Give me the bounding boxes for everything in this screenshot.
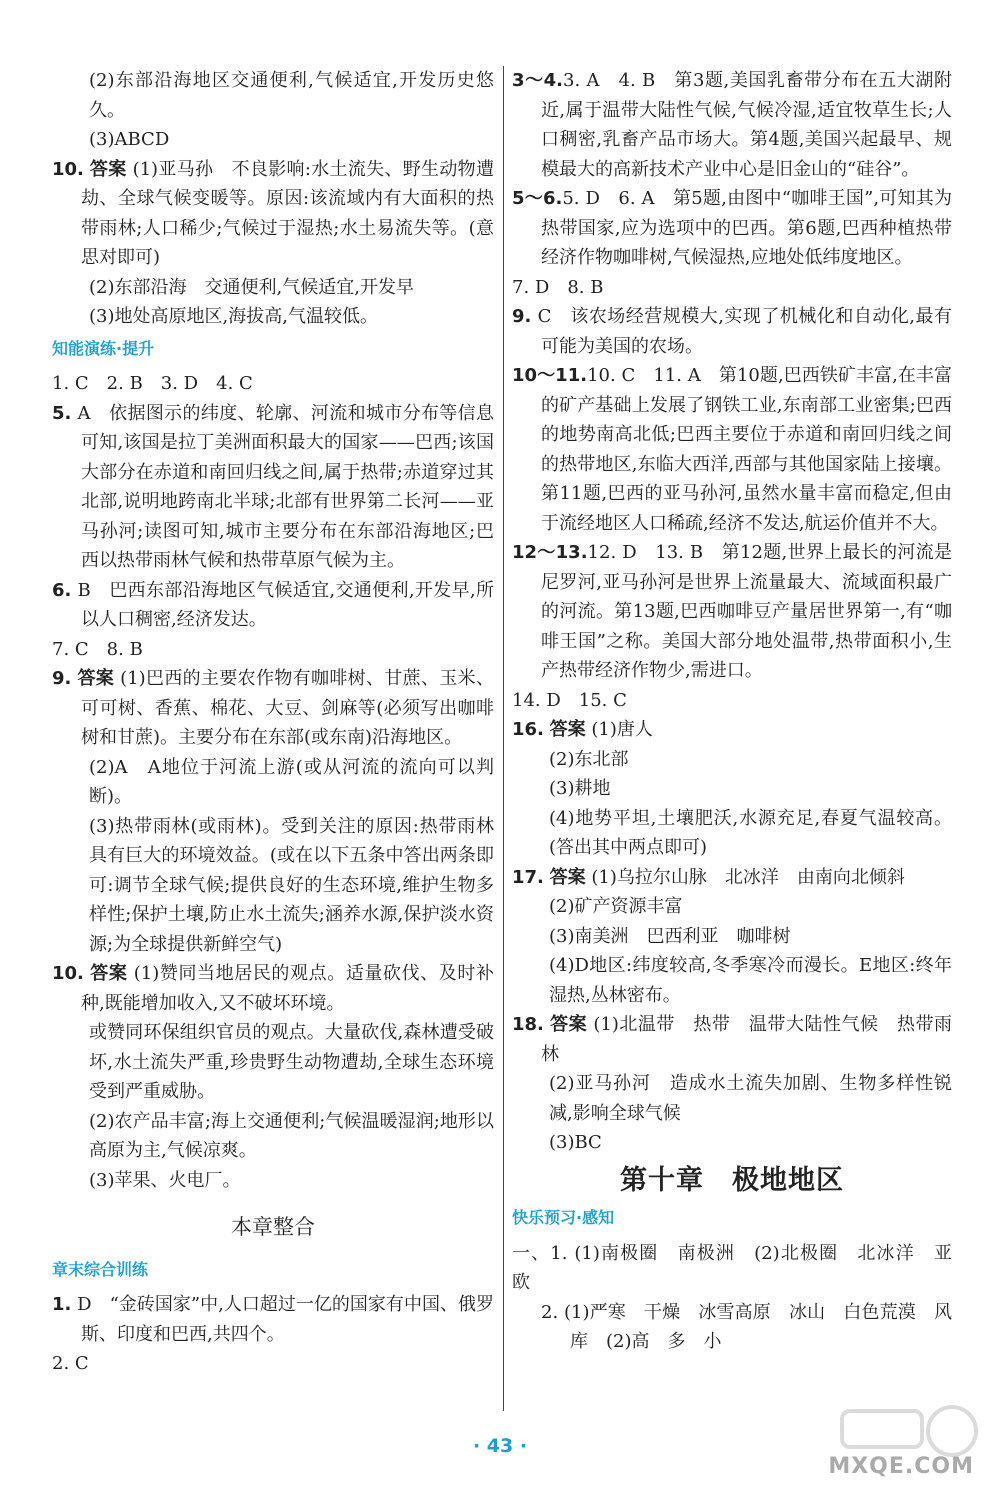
- answer-line: (2)A A地位于河流上游(或从河流的流向可以判断)。: [89, 756, 494, 807]
- page-number: · 43 ·: [472, 1435, 528, 1457]
- question-6: 6. B 巴西东部沿海地区气候适宜,交通便利,开发早,所以人口稠密,经济发达。: [52, 579, 494, 630]
- answer-line: (2)东北部: [549, 748, 629, 770]
- answer-line: (3)BC: [549, 1132, 602, 1153]
- question-9: 9. C 该农场经营规模大,实现了机械化和自动化,最有可能为美国的农场。: [512, 306, 952, 357]
- question-10: 10. 答案 (1)亚马孙 不良影响:水土流失、野生动物遭劫、全球气候变暖等。原因:该流域内有大面积的热带雨林;人口稀少;气候过于湿热;水土易流失等。(意思对即可): [52, 158, 494, 268]
- answer-line: (4)地势平坦,土壤肥沃,水源充足,春夏气温较高。(答出其中两点即可): [549, 807, 952, 858]
- question-3-4: 3～4.3. A 4. B 第3题,美国乳畜带分布在五大湖附近,属于温带大陆性气候,气候冷湿,适宜牧草生长;人口稠密,乳畜产品市场大。第4题,美国兴起最早、规模最大的高新技术产业中心是旧金山的“硅谷”。: [512, 70, 952, 180]
- answer-line: 14. D 15. C: [512, 689, 627, 711]
- question-9: 9. 答案 (1)巴西的主要农作物有咖啡树、甘蔗、玉米、可可树、香蕉、棉花、大豆、剑麻等(必须写出咖啡树和甘蔗)。主要分布在东部(或东南)沿海地区。: [52, 668, 494, 748]
- answer-line: (3)热带雨林(或雨林)。受到关注的原因:热带雨林具有巨大的环境效益。(或在以下五条中答出两条即可:调节全球气候;提供良好的生态环境,维护生物多样性;保护土壤,防止水土流失;涵养水源,保护淡水资源;为全球提供新鲜空气): [89, 815, 494, 955]
- answer-line: (3)地处高原地区,海拔高,气温较低。: [89, 306, 378, 327]
- answer-line: (3)南美洲 巴西利亚 咖啡树: [549, 925, 791, 947]
- answer-line: 7. D 8. B: [512, 276, 604, 298]
- question-10b: 10. 答案 (1)赞同当地居民的观点。适量砍伐、及时补种,既能增加收入,又不破坏环境。: [52, 963, 494, 1014]
- question-12-13: 12～13.12. D 13. B 第12题,世界上最长的河流是尼罗河,亚马孙河是世界上流量最大、流域面积最广的河流。第13题,巴西咖啡豆产量居世界第一,有“咖啡王国”之称。美国大部分地处温带,热带面积小,生产热带经济作物少,需进口。: [512, 542, 952, 681]
- question-5: 5. A 依据图示的纬度、轮廓、河流和城市分布等信息可知,该国是拉丁美洲面积最大的国家——巴西;该国大部分在赤道和南回归线之间,属于热带;赤道穿过其北部,说明地跨南北半球;北部有世界第二长河——亚马孙河;读图可知,城市主要分布在东部沿海地区;巴西以热带雨林气候和热带草原气候为主。: [52, 402, 494, 571]
- answer-line: (2)东部沿海 交通便利,气候适宜,开发早: [89, 276, 414, 298]
- question-16: 16. 答案 (1)唐人: [512, 719, 653, 740]
- question-18: 18. 答案 (1)北温带 热带 温带大陆性气候 热带雨林: [512, 1014, 952, 1065]
- answer-line: 或赞同环保组织官员的观点。大量砍伐,森林遭受破坏,水土流失严重,珍贵野生动物遭劫,全球生态环境受到严重威胁。: [89, 1022, 494, 1102]
- left-column: [52, 66, 494, 1379]
- question-5-6: 5～6.5. D 6. A 第5题,由图中“咖啡王国”,可知其为热带国家,应为选项中的巴西。第6题,巴西种植热带经济作物咖啡树,气候湿热,应地处低纬度地区。: [512, 188, 952, 268]
- right-column: [512, 66, 970, 1357]
- section-heading: 知能演练·提升: [52, 338, 155, 358]
- answer-line: (2)东部沿海地区交通便利,气候适宜,开发历史悠久。: [89, 70, 494, 121]
- section-heading: 快乐预习·感知: [512, 1208, 615, 1227]
- answer-line: (2)亚马孙河 造成水土流失加剧、生物多样性锐减,影响全球气候: [549, 1073, 952, 1124]
- watermark-text: MXQE.COM: [828, 1454, 974, 1479]
- answer-line: 1. C 2. B 3. D 4. C: [52, 373, 253, 394]
- answer-line: 一、1. (1)南极圈 南极洲 (2)北极圈 北冰洋 亚 欧: [512, 1242, 970, 1293]
- answer-line: (3)ABCD: [89, 129, 170, 150]
- section-heading: 章末综合训练: [52, 1259, 149, 1279]
- question-1: 1. D “金砖国家”中,人口超过一亿的国家有中国、俄罗斯、印度和巴西,共四个。: [52, 1294, 494, 1345]
- question-10-11: 10～11.10. C 11. A 第10题,巴西铁矿丰富,在丰富的矿产基础上发展了钢铁工业,东南部工业密集;巴西的地势南高北低;巴西主要位于赤道和南回归线之间的热带地区,东临大西洋,西部与其他国家陆上接壤。第11题,巴西的亚马孙河,虽然水量丰富而稳定,但由于流经地区人口稀疏,经济不发达,航运价值并不大。: [512, 365, 952, 534]
- answer-line: (2)矿产资源丰富: [549, 896, 683, 917]
- answer-line: (2)农产品丰富;海上交通便利;气候温暖湿润;地形以高原为主,气候凉爽。: [89, 1110, 494, 1161]
- answer-line: (3)苹果、火电厂。: [89, 1169, 241, 1191]
- chapter-title: 第十章 极地地区: [620, 1164, 844, 1196]
- answer-line: 2. C: [52, 1353, 89, 1374]
- question-17: 17. 答案 (1)乌拉尔山脉 北冰洋 由南向北倾斜: [512, 866, 905, 888]
- answer-line: 7. C 8. B: [52, 638, 143, 660]
- answer-line: (3)耕地: [549, 778, 611, 799]
- answer-line: 2. (1)严寒 干燥 冰雪高原 冰山 白色荒漠 风库 (2)高 多 小: [541, 1301, 952, 1352]
- answer-line: (4)D地区:纬度较高,冬季寒冷而漫长。E地区:终年湿热,丛林密布。: [549, 955, 952, 1006]
- chapter-title: 本章整合: [231, 1215, 315, 1239]
- column-divider: [503, 66, 504, 1411]
